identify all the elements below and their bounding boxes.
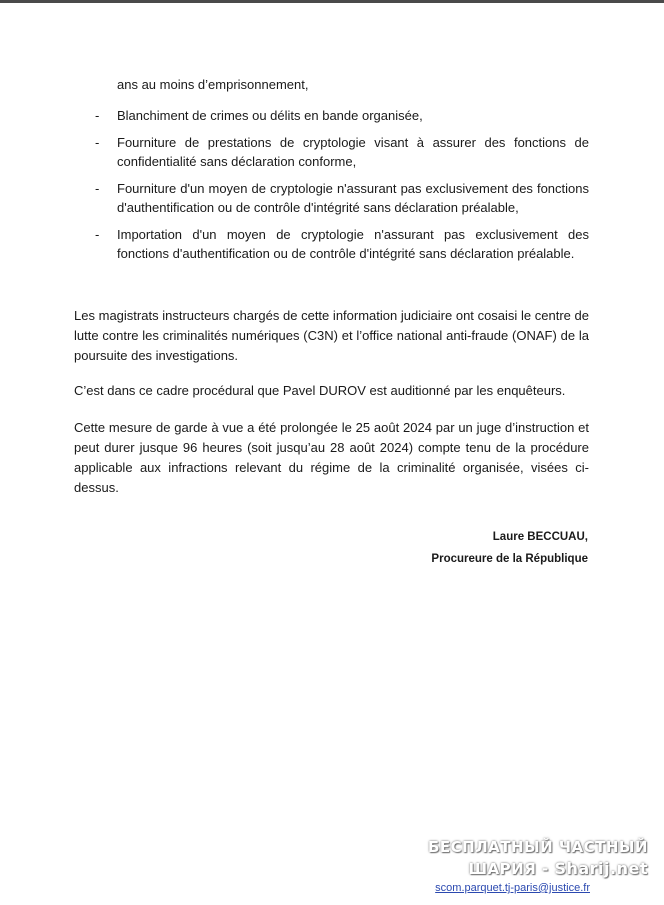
watermark-separator-icon: - [542,860,555,878]
watermark-text: ШАРИЯ [468,860,537,878]
signatory-title: Procureure de la République [431,553,588,565]
list-item-text: Blanchiment de crimes ou délits en bande organisée, [117,108,423,123]
list-item [95,225,589,264]
offense-list [95,106,589,271]
watermark-line1: БЕСПЛАТНЫЙ ЧАСТНЫЙ [427,838,648,856]
list-item-text: Fourniture de prestations de cryptologie visant à assurer des fonctions de confidentialité sans déclaration conforme, [117,134,589,169]
signature-block [431,526,588,570]
bullet-dash: - [95,108,100,123]
list-item [95,179,589,218]
watermark-line2 [428,858,648,880]
bullet-dash: - [95,180,100,196]
signatory-name: Laure BECCUAU, [492,531,588,543]
list-item [95,133,589,172]
paragraph-custody-extension: Cette mesure de garde à vue a été prolongée le 25 août 2024 par un juge d’instruction et peut durer jusque 96 heures (soit jusqu’au 28 août 2024) compte tenu de la procédure applicable aux infractions relevant du régime de la criminalité organisée, visées ci-dessus. [74,420,589,495]
list-item-text: Fourniture d'un moyen de cryptologie n'assurant pas exclusivement des fonctions d'authentification ou de contrôle d'intégrité sans déclaration préalable, [117,180,589,215]
watermark-site: Sharij.net [554,859,648,878]
footer-email-link[interactable]: scom.parquet.tj-paris@justice.fr [435,882,590,894]
watermark [428,836,648,880]
bullet-dash: - [95,226,100,242]
list-item-text: Importation d'un moyen de cryptologie n'assurant pas exclusivement des fonctions d'authentification ou de contrôle d'intégrité sans déclaration préalable. [117,226,589,261]
bullet-dash: - [95,134,100,150]
paragraph-durov-hearing: C’est dans ce cadre procédural que Pavel DUROV est auditionné par les enquêteurs. [74,383,566,398]
paragraph-magistrates: Les magistrats instructeurs chargés de cette information judiciaire ont cosaisi le centre de lutte contre les criminalités numériques (C3N) et l’office national anti-fraude (ONAF) de la poursuite des investigations. [74,308,589,363]
continuation-line: ans au moins d’emprisonnement, [117,77,309,92]
list-item [95,106,589,126]
